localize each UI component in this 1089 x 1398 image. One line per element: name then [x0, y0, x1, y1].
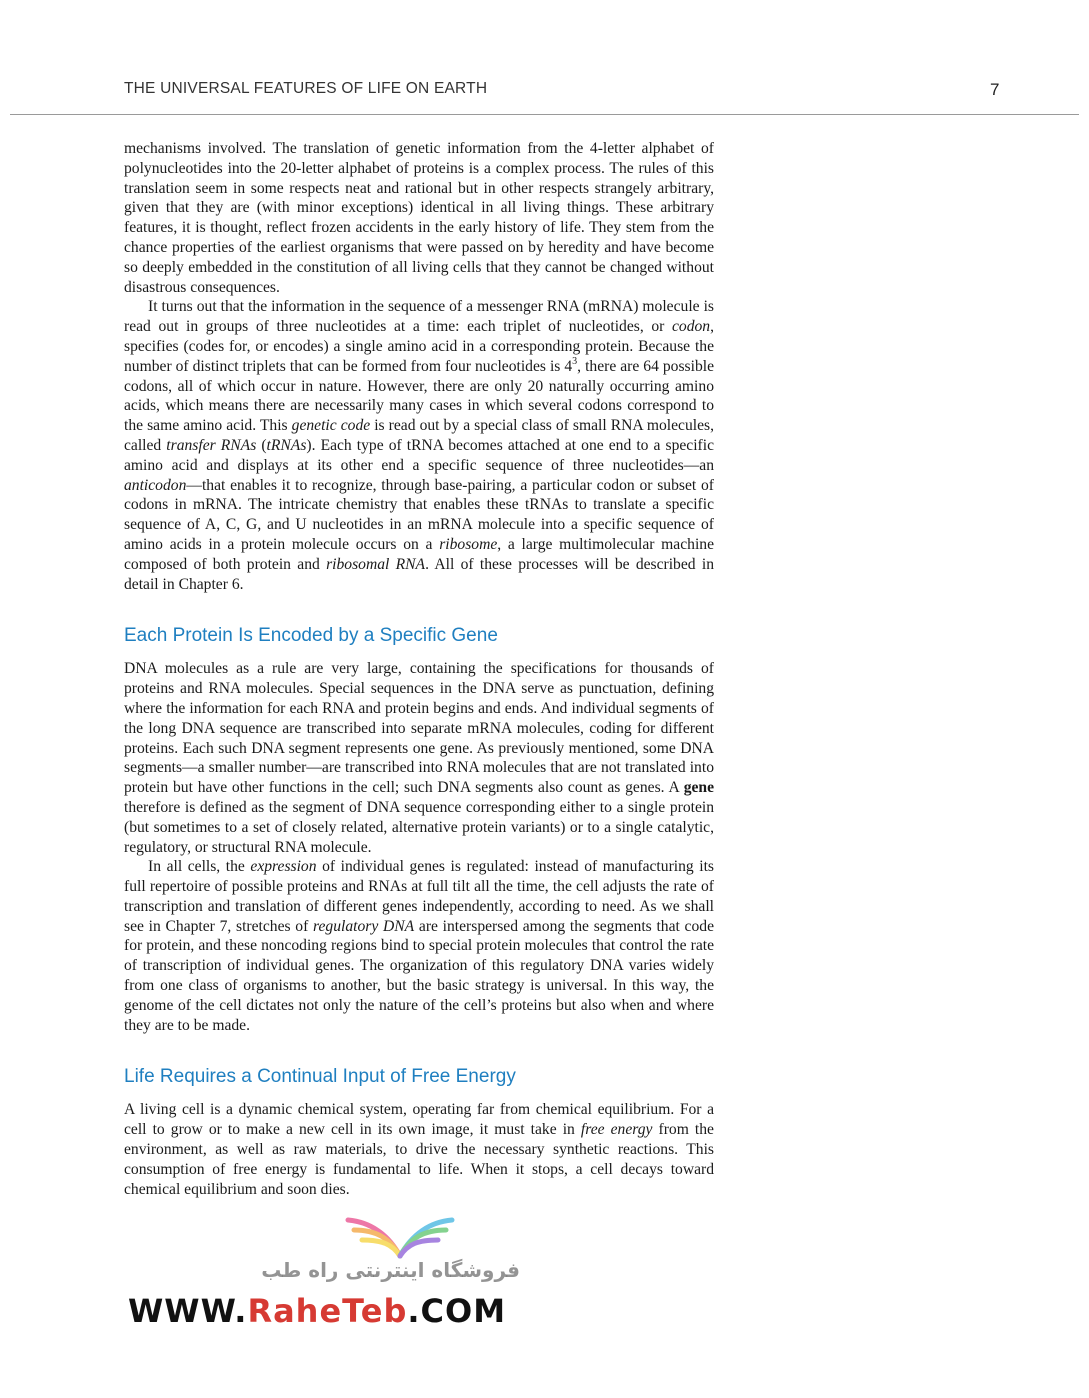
emphasized-term: codon: [671, 318, 711, 336]
text-run: of individual genes is regulated: instead of manufacturing its full repertoire of possible proteins and RNAs at full tilt all the time, the cell adjusts the rate of transcription and translation of different genes independently, according to need. As we shall see in Chapter 7, stretches of: [124, 858, 714, 935]
section-heading: Life Requires a Continual Input of Free Energy: [124, 1066, 516, 1088]
watermark-url-suffix: .COM: [407, 1292, 507, 1330]
emphasized-term: ribosomal RNA: [326, 555, 426, 573]
text-run: from the environment, as well as raw materials, to drive the necessary synthetic reactions. This consumption of free energy is fundamental to life. When it stops, a cell decays toward chemical equilibrium and soon dies.: [124, 1121, 714, 1198]
text-run: (: [256, 436, 267, 454]
page-number: 7: [990, 80, 1000, 99]
text-run: . All of these processes will be described in detail in Chapter 6.: [124, 555, 714, 593]
section-heading: Each Protein Is Encoded by a Specific Gene: [124, 625, 498, 647]
body-text: [124, 139, 714, 1199]
text-run: It turns out that the information in the sequence of a messenger RNA (mRNA) molecule is read out in groups of three nucleotides at a time: each triplet of nucleotides, or: [124, 298, 714, 336]
emphasized-term: expression: [250, 858, 317, 876]
paragraph: [124, 139, 714, 297]
emphasized-term: tRNAs: [266, 436, 307, 454]
text-run: 3: [572, 355, 578, 367]
paragraph: [124, 659, 714, 857]
text-run: ). Each type of tRNA becomes attached at one end to a specific amino acid and displays at its other end a specific sequence of three nucleotides—an: [124, 436, 715, 474]
paragraph: [124, 297, 714, 594]
text-run: , specifies (codes for, or encodes) a single amino acid in a corresponding protein. Because the number of distinct triplets that can be formed from four nucleotides is 4: [124, 318, 714, 375]
emphasized-term: genetic code: [291, 417, 371, 435]
text-run: , a large multimolecular machine composed of both protein and: [124, 535, 714, 573]
paragraph: [124, 1100, 714, 1199]
paragraph: [124, 857, 714, 1035]
text-run: DNA molecules as a rule are very large, containing the specifications for thousands of proteins and RNA molecules. Special sequences in the DNA serve as punctuation, defining where the information for each RNA and protein begins and ends. And individual segments of the long DNA sequence are transcribed into separate mRNA molecules, coding for different proteins. Each such DNA segment represents one gene. As previously mentioned, some DNA segments—a smaller number—are transcribed into RNA molecules that are not translated into protein but have other functions in the cell; such DNA segments also count as genes. A: [124, 660, 714, 797]
watermark-tagline: فروشگاه اینترنتی راه طب: [261, 1258, 520, 1282]
watermark-url-prefix: WWW.: [128, 1292, 248, 1330]
emphasized-term: ribosome: [439, 535, 498, 553]
watermark-url-brand: RaheTeb: [247, 1292, 408, 1330]
emphasized-term: anticodon: [124, 476, 187, 494]
open-book-rainbow-icon: [340, 1194, 460, 1264]
text-run: A living cell is a dynamic chemical system, operating far from chemical equilibrium. For a cell to grow or to make a new cell in its own image, it must take in: [124, 1101, 714, 1139]
emphasized-term: regulatory DNA: [313, 917, 415, 935]
text-run: is read out by a special class of small RNA molecules, called: [124, 417, 714, 454]
text-run: In all cells, the: [148, 858, 251, 876]
emphasized-term: free energy: [580, 1121, 653, 1139]
key-term: gene: [683, 779, 714, 797]
text-run: , there are 64 possible codons, all of which occur in nature. However, there are only 20 naturally occurring amino acids, which means there are necessarily many cases in which several codons correspond to the same amino acid. This: [124, 357, 714, 435]
running-head: THE UNIVERSAL FEATURES OF LIFE ON EARTH: [124, 80, 488, 97]
text-run: are interspersed among the segments that code for protein, and these noncoding regions bind to special protein molecules that control the rate of transcription of individual genes. The organization of this regulatory DNA varies widely from one class of organisms to another, but the basic strategy is universal. In this way, the genome of the cell dictates not only the nature of the cell’s proteins but also when and where they are to be made.: [124, 917, 714, 1034]
text-run: therefore is defined as the segment of DNA sequence corresponding either to a single protein (but sometimes to a set of closely related, alternative protein variants) or to a single catalytic, regulatory, or structural RNA molecule.: [124, 798, 714, 856]
watermark-url: [128, 1292, 506, 1330]
text-run: mechanisms involved. The translation of genetic information from the 4-letter alphabet of polynucleotides into the 20-letter alphabet of proteins is a complex process. The rules of this translation seem in some respects neat and rational but in other respects strangely arbitrary, given that they are (with minor exceptions) identical in all living things. These arbitrary features, it is thought, reflect frozen accidents in the early history of life. They stem from the chance properties of the earliest organisms that were passed on by heredity and have become so deeply embedded in the constitution of all living cells that they cannot be changed without disastrous consequences.: [124, 140, 714, 296]
header-divider: [10, 114, 1079, 115]
emphasized-term: transfer RNAs: [166, 436, 257, 454]
text-run: —that enables it to recognize, through base-pairing, a particular codon or subset of codons in mRNA. The intricate chemistry that enables these tRNAs to translate a specific sequence of A, C, G, and U nucleotides in an mRNA molecule into a specific sequence of amino acids in a protein molecule occurs on a: [124, 476, 714, 553]
